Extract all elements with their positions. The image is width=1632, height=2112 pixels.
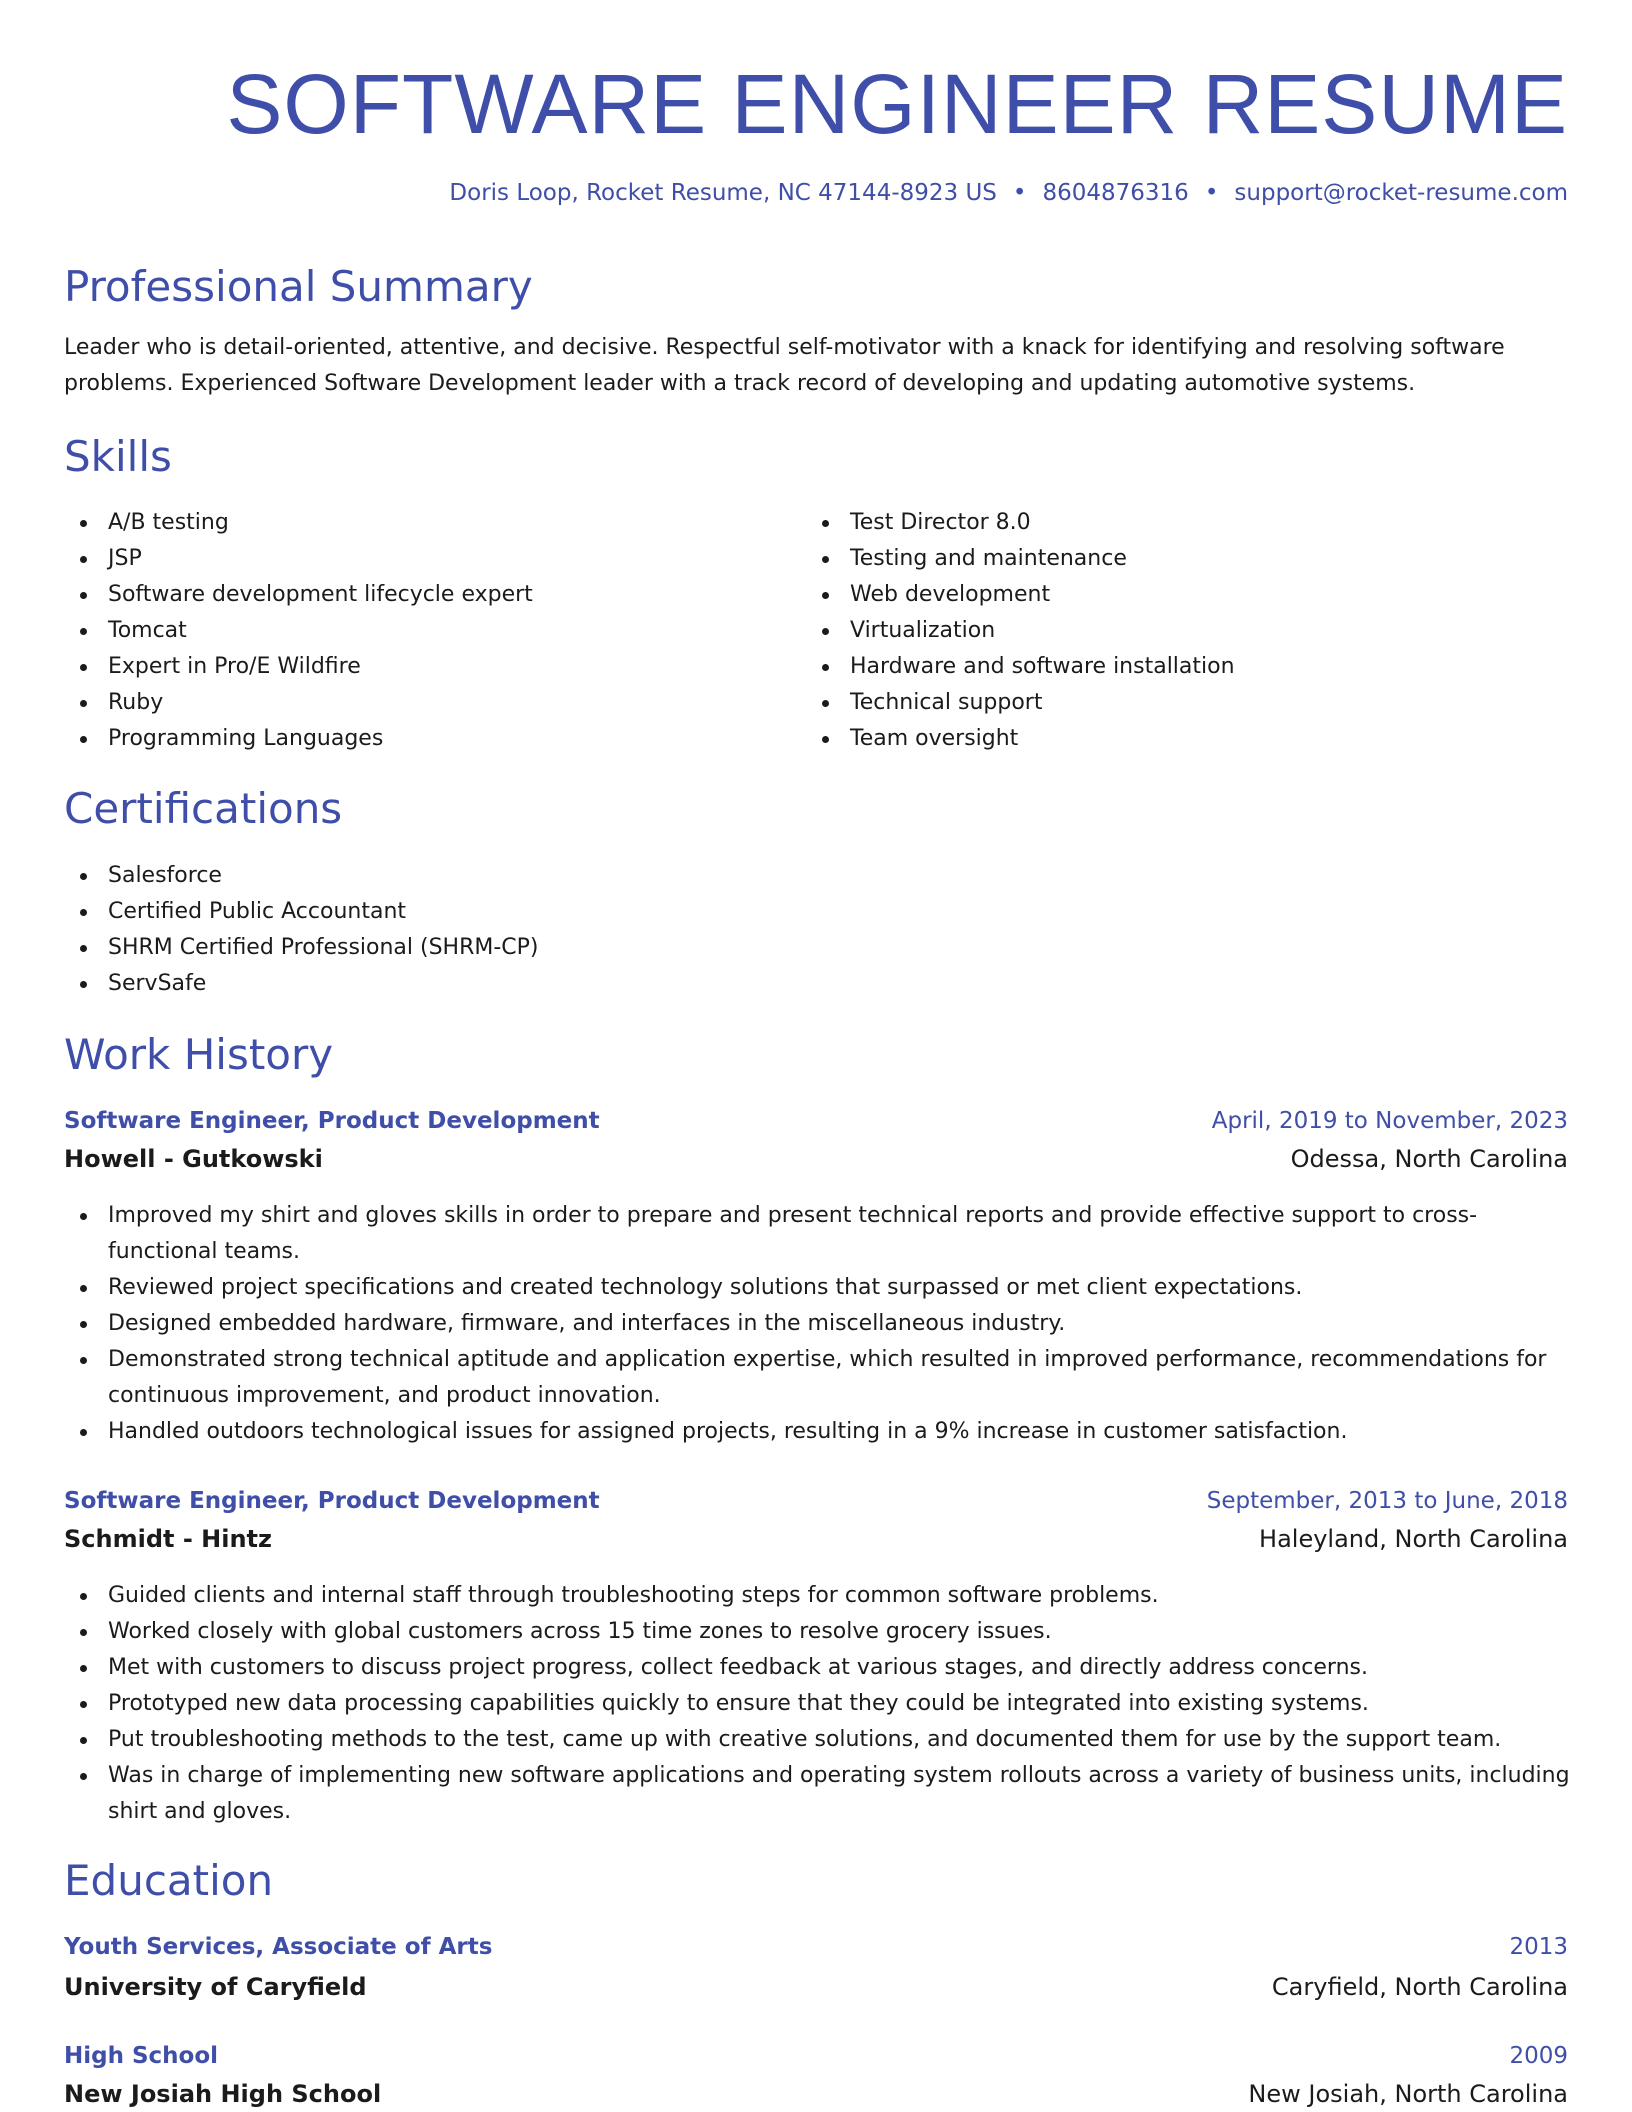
job-title: Software Engineer, Product Development <box>64 1488 600 1514</box>
education-header-row <box>64 2043 1568 2069</box>
job-bullet: Put troubleshooting methods to the test, came up with creative solutions, and documented them for use by the support team. <box>64 1722 1574 1758</box>
contact-address: Doris Loop, Rocket Resume, NC 47144-8923 US <box>449 180 997 206</box>
job-bullet: Reviewed project specifications and created technology solutions that surpassed or met client expectations. <box>64 1270 1574 1306</box>
certifications-list <box>64 858 964 1002</box>
skill-item: Hardware and software installation <box>806 649 1566 685</box>
skill-item: Ruby <box>64 685 764 721</box>
skill-item: Expert in Pro/E Wildfire <box>64 649 764 685</box>
resume-title: SOFTWARE ENGINEER RESUME <box>226 57 1568 151</box>
education-year: 2013 <box>1509 1934 1568 1960</box>
certification-item: SHRM Certified Professional (SHRM-CP) <box>64 930 964 966</box>
education-school: University of Caryfield <box>64 1973 367 2001</box>
certification-item: Certified Public Accountant <box>64 894 964 930</box>
work-history-heading: Work History <box>64 1030 334 1079</box>
skill-item: JSP <box>64 541 764 577</box>
skill-item: Software development lifecycle expert <box>64 577 764 613</box>
job-dates: April, 2019 to November, 2023 <box>1211 1108 1568 1134</box>
job-bullet: Worked closely with global customers across 15 time zones to resolve grocery issues. <box>64 1614 1574 1650</box>
certification-item: Salesforce <box>64 858 964 894</box>
education-location: New Josiah, North Carolina <box>1248 2080 1568 2108</box>
contact-email[interactable]: support@rocket-resume.com <box>1234 180 1568 206</box>
education-year: 2009 <box>1509 2043 1568 2069</box>
job-company: Howell - Gutkowski <box>64 1145 323 1173</box>
job-bullet: Handled outdoors technological issues for assigned projects, resulting in a 9% increase in customer satisfaction. <box>64 1414 1574 1450</box>
education-heading: Education <box>64 1856 274 1905</box>
skills-heading: Skills <box>64 432 172 481</box>
job-bullet-list <box>64 1198 1574 1450</box>
skill-item: A/B testing <box>64 505 764 541</box>
education-school-row <box>64 1973 1568 2001</box>
certifications-heading: Certifications <box>64 784 343 833</box>
skill-item: Technical support <box>806 685 1566 721</box>
job-bullet: Was in charge of implementing new software applications and operating system rollouts across a variety of business units, including shirt and gloves. <box>64 1758 1574 1830</box>
job-dates: September, 2013 to June, 2018 <box>1206 1488 1568 1514</box>
skill-item: Test Director 8.0 <box>806 505 1566 541</box>
job-bullet: Prototyped new data processing capabilities quickly to ensure that they could be integrated into existing systems. <box>64 1686 1574 1722</box>
job-location: Haleyland, North Carolina <box>1259 1525 1568 1553</box>
job-bullet: Met with customers to discuss project progress, collect feedback at various stages, and directly address concerns. <box>64 1650 1574 1686</box>
skills-list-left <box>64 505 764 757</box>
job-header-row <box>64 1488 1568 1514</box>
job-bullet: Designed embedded hardware, firmware, and interfaces in the miscellaneous industry. <box>64 1306 1574 1342</box>
education-degree: High School <box>64 2043 219 2069</box>
skill-item: Programming Languages <box>64 721 764 757</box>
contact-phone[interactable]: 8604876316 <box>1042 180 1189 206</box>
job-company-row <box>64 1525 1568 1553</box>
summary-heading: Professional Summary <box>64 262 533 311</box>
job-header-row <box>64 1108 1568 1134</box>
job-bullet: Guided clients and internal staff through troubleshooting steps for common software problems. <box>64 1578 1574 1614</box>
education-school: New Josiah High School <box>64 2080 382 2108</box>
skill-item: Web development <box>806 577 1566 613</box>
contact-line <box>449 180 1568 206</box>
education-degree: Youth Services, Associate of Arts <box>64 1934 493 1960</box>
job-company-row <box>64 1145 1568 1173</box>
skill-item: Team oversight <box>806 721 1566 757</box>
job-location: Odessa, North Carolina <box>1290 1145 1568 1173</box>
certification-item: ServSafe <box>64 966 964 1002</box>
contact-separator: • <box>1012 180 1027 206</box>
skill-item: Testing and maintenance <box>806 541 1566 577</box>
contact-separator: • <box>1204 180 1219 206</box>
education-header-row <box>64 1934 1568 1960</box>
job-bullet-list <box>64 1578 1574 1830</box>
education-location: Caryfield, North Carolina <box>1271 1973 1568 2001</box>
education-school-row <box>64 2080 1568 2108</box>
skill-item: Virtualization <box>806 613 1566 649</box>
job-title: Software Engineer, Product Development <box>64 1108 600 1134</box>
job-bullet: Improved my shirt and gloves skills in order to prepare and present technical reports and provide effective support to cross-functional teams. <box>64 1198 1574 1270</box>
job-bullet: Demonstrated strong technical aptitude and application expertise, which resulted in improved performance, recommendations for continuous improvement, and product innovation. <box>64 1342 1574 1414</box>
skill-item: Tomcat <box>64 613 764 649</box>
summary-text: Leader who is detail-oriented, attentive, and decisive. Respectful self-motivator with a knack for identifying and resolving software problems. Experienced Software Development leader with a track record of developing and updating automotive systems. <box>64 335 1505 396</box>
skills-list-right <box>806 505 1566 757</box>
job-company: Schmidt - Hintz <box>64 1525 272 1553</box>
